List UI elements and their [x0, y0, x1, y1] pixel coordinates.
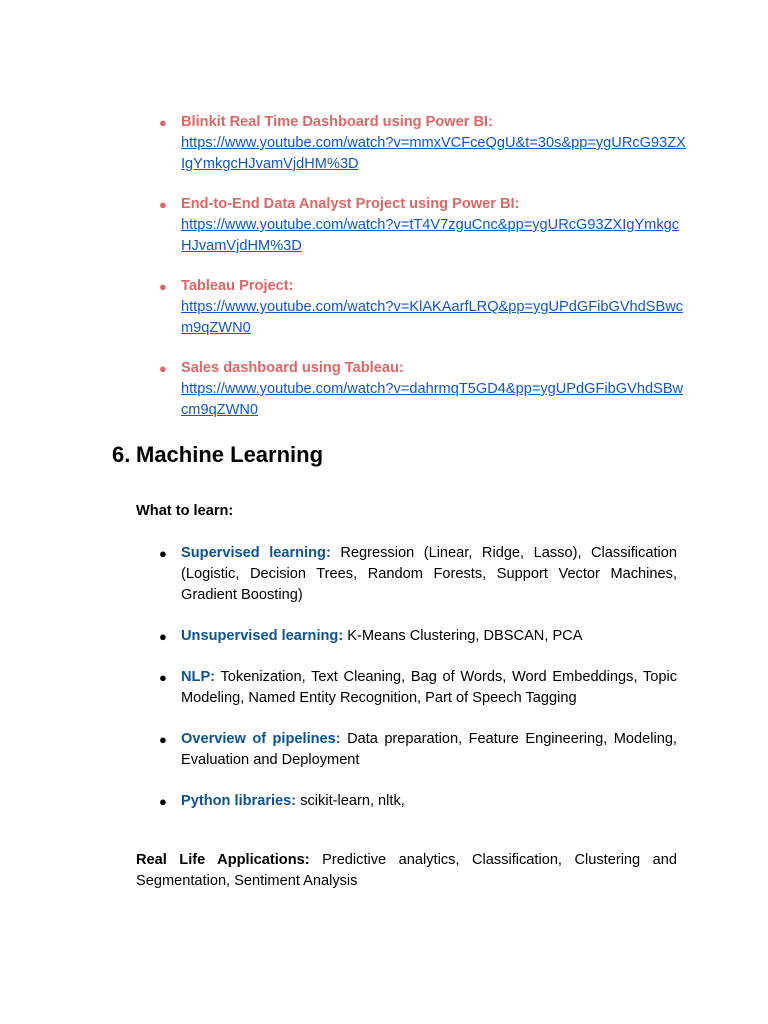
topic-term: Overview of pipelines:	[181, 731, 341, 747]
project-link[interactable]: https://www.youtube.com/watch?v=dahrmqT5GD4&pp=ygUPdGFibGVhdSBwcm9qZWN0	[181, 381, 684, 418]
bullet-icon: ●	[159, 115, 167, 130]
topic-item-supervised	[159, 543, 677, 606]
bullet-icon: ●	[159, 670, 167, 685]
bullet-icon: ●	[159, 279, 167, 294]
what-to-learn-label: What to learn:	[136, 503, 234, 519]
topic-term: NLP:	[181, 669, 216, 685]
topic-detail: Data preparation, Feature Engineering, Modeling, Evaluation and Deployment	[181, 731, 677, 768]
section-number: 6.	[112, 442, 131, 467]
topic-term: Python libraries:	[181, 793, 297, 809]
topic-list	[159, 543, 677, 832]
bullet-icon: ●	[159, 629, 167, 644]
project-link[interactable]: https://www.youtube.com/watch?v=mmxVCFceQgU&t=30s&pp=ygURcG93ZXIgYmkgcHJvamVjdHM%3D	[181, 135, 686, 172]
section-title: Machine Learning	[136, 442, 324, 467]
section-heading	[112, 440, 323, 470]
topic-detail: Regression (Linear, Ridge, Lasso), Classification (Logistic, Decision Trees, Random Forests, Support Vector Machines, Gradient Boosting)	[181, 545, 677, 603]
bullet-icon: ●	[159, 732, 167, 747]
topic-detail: Tokenization, Text Cleaning, Bag of Words, Word Embeddings, Topic Modeling, Named Entity Recognition, Part of Speech Tagging	[181, 669, 677, 706]
topic-detail: K-Means Clustering, DBSCAN, PCA	[343, 628, 583, 644]
project-list	[159, 112, 689, 440]
topic-item-nlp	[159, 667, 677, 709]
bullet-icon: ●	[159, 546, 167, 561]
real-life-label: Real Life Applications:	[136, 852, 310, 868]
topic-item-python-libraries	[159, 791, 677, 812]
project-title: End-to-End Data Analyst Project using Power BI:	[181, 196, 520, 212]
project-item-tableau	[159, 276, 689, 339]
project-title: Tableau Project:	[181, 278, 294, 294]
project-title: Sales dashboard using Tableau:	[181, 360, 404, 376]
project-item-sales-dashboard	[159, 358, 689, 421]
topic-term: Supervised learning:	[181, 545, 331, 561]
bullet-icon: ●	[159, 361, 167, 376]
topic-item-unsupervised	[159, 626, 677, 647]
project-title: Blinkit Real Time Dashboard using Power BI:	[181, 114, 493, 130]
topic-detail: scikit-learn, nltk,	[296, 793, 405, 809]
real-life-applications	[136, 850, 677, 892]
project-link[interactable]: https://www.youtube.com/watch?v=tT4V7zguCnc&pp=ygURcG93ZXIgYmkgcHJvamVjdHM%3D	[181, 217, 680, 254]
project-link[interactable]: https://www.youtube.com/watch?v=KlAKAarfLRQ&pp=ygUPdGFibGVhdSBwcm9qZWN0	[181, 299, 684, 336]
real-life-text: Predictive analytics, Classification, Clustering and Segmentation, Sentiment Analysis	[136, 852, 677, 889]
topic-item-pipelines	[159, 729, 677, 771]
topic-term: Unsupervised learning:	[181, 628, 344, 644]
project-item-end-to-end	[159, 194, 689, 257]
bullet-icon: ●	[159, 794, 167, 809]
bullet-icon: ●	[159, 197, 167, 212]
project-item-blinkit	[159, 112, 689, 175]
